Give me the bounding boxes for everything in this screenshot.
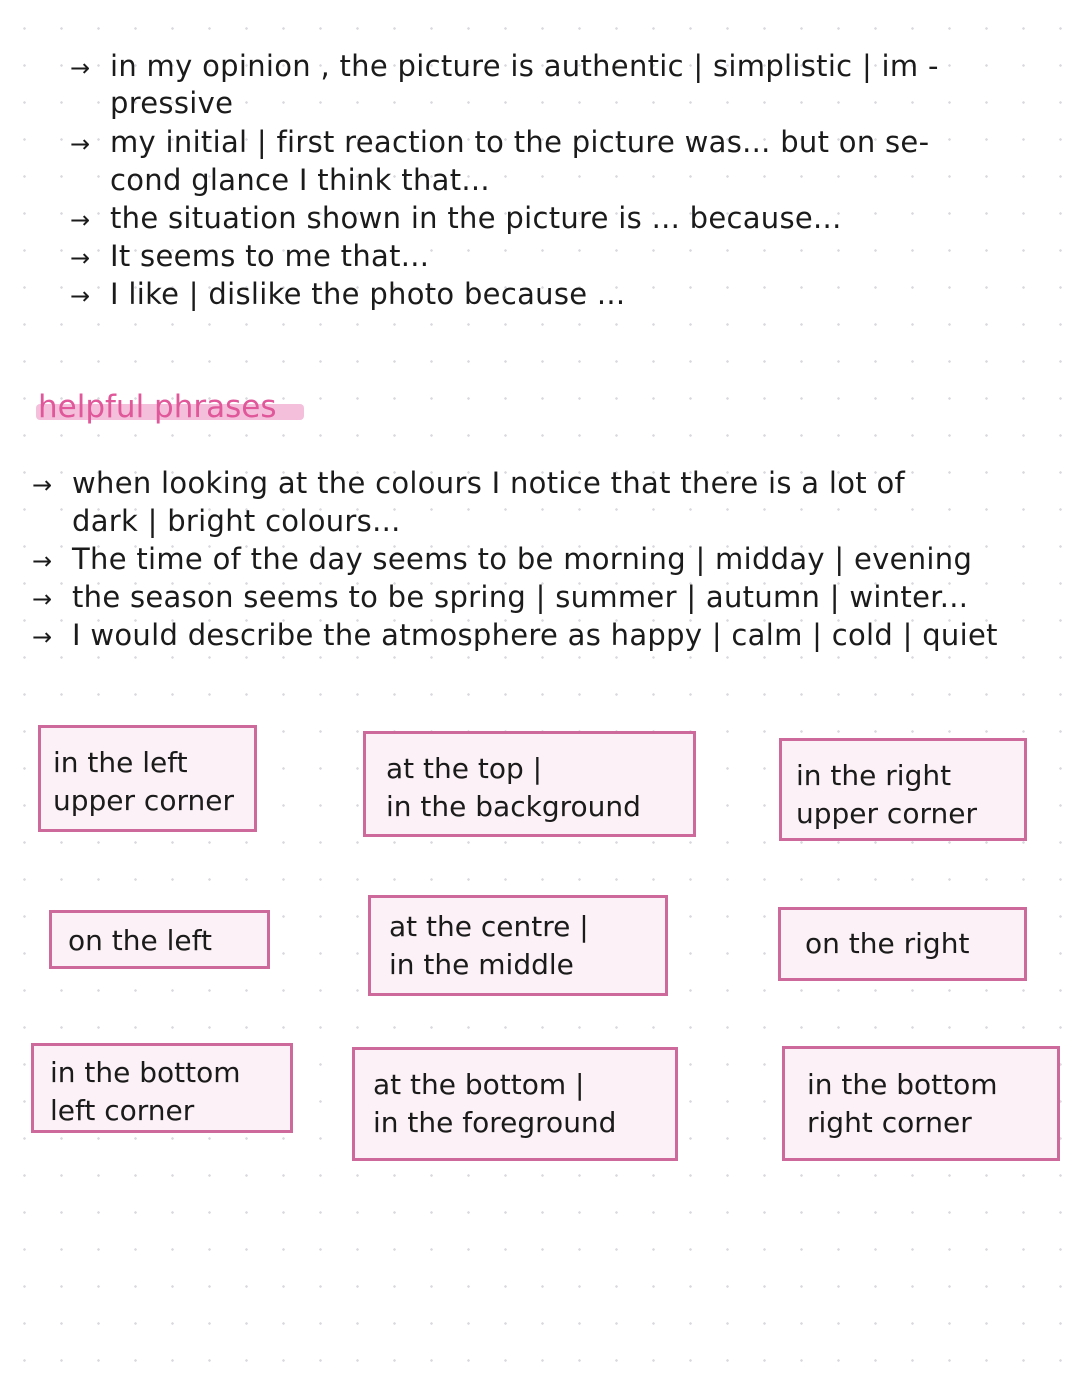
arrow-icon: → (70, 244, 91, 272)
box-top-background (363, 731, 696, 837)
box-line: in the middle (389, 948, 574, 981)
box-bottom-left-corner (31, 1043, 293, 1133)
box-on-the-right (778, 907, 1027, 981)
box-line: at the centre | (389, 910, 589, 943)
arrow-icon: → (70, 282, 91, 310)
box-line: left corner (50, 1094, 195, 1127)
box-line: on the left (68, 924, 212, 957)
phrase-line-2-text: The time of the day seems to be morning | midday | evening (72, 542, 973, 576)
box-line: at the bottom | (373, 1068, 585, 1101)
box-line: in the left (53, 746, 188, 779)
box-line: at the top | (386, 752, 543, 785)
section-heading: helpful phrases (38, 389, 277, 425)
box-line: in the bottom (50, 1056, 241, 1089)
opinion-line-2-cont-text: cond glance I think that... (110, 163, 490, 197)
opinion-line-2 (70, 124, 929, 163)
phrase-line-3-text: the season seems to be spring | summer | autumn | winter... (72, 580, 969, 614)
opinion-line-1-cont (110, 85, 233, 122)
box-on-the-left (49, 910, 270, 969)
phrase-line-4-text: I would describe the atmosphere as happy | calm | cold | quiet (72, 618, 998, 652)
box-line: in the right (796, 759, 952, 792)
box-line: upper corner (796, 797, 977, 830)
phrase-line-1-text: when looking at the colours I notice that there is a lot of (72, 466, 906, 500)
box-left-upper-corner (38, 725, 257, 832)
phrase-line-1-cont (72, 503, 401, 540)
opinion-line-2-text: my initial | first reaction to the picture was... but on se- (110, 125, 930, 159)
opinion-line-4-text: It seems to me that... (110, 239, 430, 273)
phrase-line-3 (32, 579, 968, 618)
arrow-icon: → (32, 623, 53, 651)
box-line: right corner (807, 1106, 972, 1139)
arrow-icon: → (32, 471, 53, 499)
opinion-line-1-cont-text: pressive (110, 86, 234, 120)
opinion-line-3-text: the situation shown in the picture is ... because... (110, 201, 842, 235)
phrase-line-1 (32, 465, 905, 504)
opinion-line-4 (70, 238, 429, 277)
box-line: in the background (386, 790, 641, 823)
opinion-line-1-text: in my opinion , the picture is authentic | simplistic | im - (110, 49, 939, 83)
box-line: upper corner (53, 784, 234, 817)
opinion-line-5 (70, 276, 625, 315)
arrow-icon: → (70, 130, 91, 158)
box-bottom-foreground (352, 1047, 678, 1161)
box-line: in the bottom (807, 1068, 998, 1101)
opinion-line-3 (70, 200, 842, 239)
box-line: in the foreground (373, 1106, 617, 1139)
box-centre-middle (368, 895, 668, 996)
phrase-line-4 (32, 617, 998, 656)
arrow-icon: → (32, 585, 53, 613)
box-right-upper-corner (779, 738, 1027, 841)
phrase-line-1-cont-text: dark | bright colours... (72, 504, 401, 538)
opinion-line-1 (70, 48, 939, 87)
box-line: on the right (805, 927, 970, 960)
arrow-icon: → (70, 206, 91, 234)
phrase-line-2 (32, 541, 972, 580)
box-bottom-right-corner (782, 1046, 1060, 1161)
opinion-line-5-text: I like | dislike the photo because ... (110, 277, 626, 311)
arrow-icon: → (70, 54, 91, 82)
opinion-line-2-cont (110, 162, 490, 199)
arrow-icon: → (32, 547, 53, 575)
